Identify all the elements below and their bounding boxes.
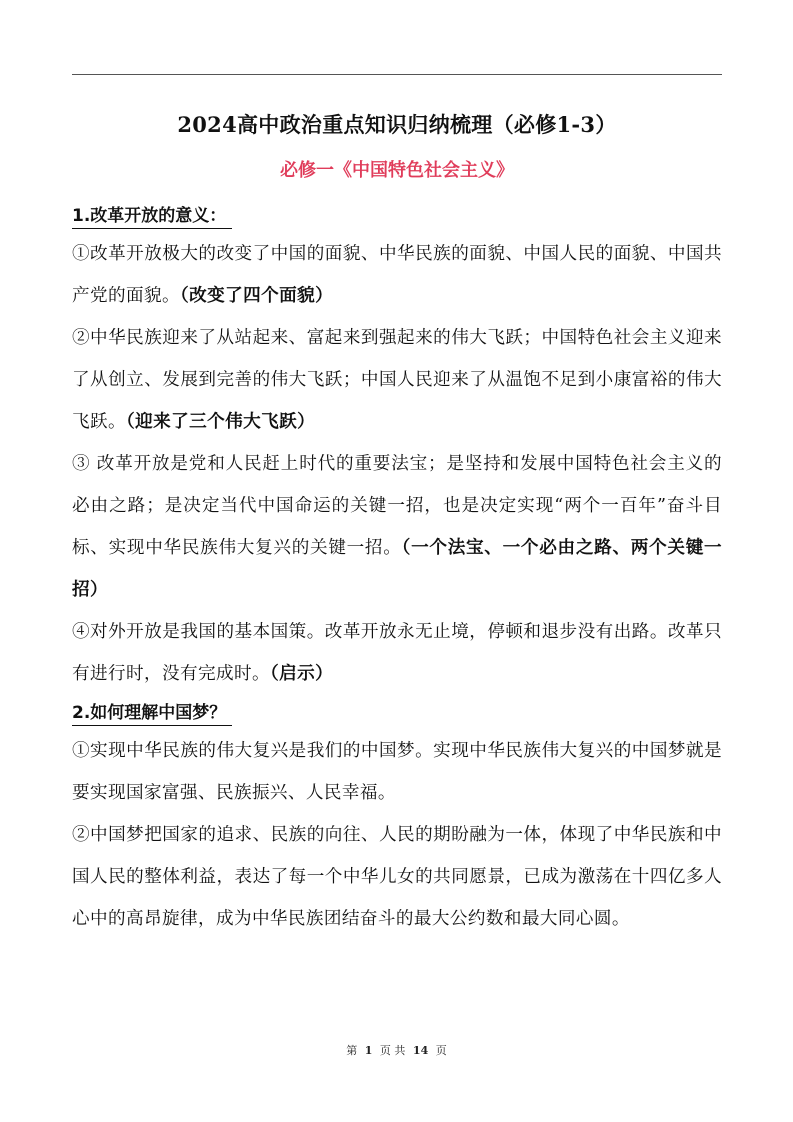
paragraph-text: ②中华民族迎来了从站起来、富起来到强起来的伟大飞跃；中国特色社会主义迎来了从创立、发展到完善的伟大飞跃；中国人民迎来了从温饱不足到小康富裕的伟大飞跃。 bbox=[72, 328, 722, 432]
paragraph-emphasis: （一个法宝、一个必由之路、两个关键一招） bbox=[72, 538, 723, 600]
paragraph bbox=[72, 611, 722, 695]
paragraph bbox=[72, 233, 722, 317]
header-rule bbox=[72, 74, 722, 75]
paragraph bbox=[72, 443, 722, 611]
footer-suffix: 页 bbox=[435, 1044, 447, 1057]
paragraph-text: ④对外开放是我国的基本国策。改革开放永无止境，停顿和退步没有出路。改革只有进行时，没有完成时。 bbox=[72, 622, 722, 684]
section-heading: 1.改革开放的意义： bbox=[72, 204, 232, 229]
paragraph-text: ②中国梦把国家的追求、民族的向往、人民的期盼融为一体，体现了中华民族和中国人民的整体利益，表达了每一个中华儿女的共同愿景，已成为激荡在十四亿多人心中的高昂旋律，成为中华民族团结奋斗的最大公约数和最大同心圆。 bbox=[72, 825, 722, 929]
section-heading: 2.如何理解中国梦？ bbox=[72, 701, 232, 726]
paragraph bbox=[72, 814, 722, 940]
footer-prefix: 第 bbox=[346, 1044, 358, 1057]
section-1 bbox=[72, 198, 722, 695]
document-body bbox=[72, 108, 722, 940]
paragraph bbox=[72, 730, 722, 814]
paragraph-text: ③ 改革开放是党和人民赶上时代的重要法宝；是坚持和发展中国特色社会主义的必由之路；是决定当代中国命运的关键一招，也是决定实现“两个一百年”奋斗目标、实现中华民族伟大复兴的关键一招。 bbox=[72, 454, 722, 558]
footer-page-number: 1 bbox=[364, 1044, 373, 1057]
page-footer bbox=[0, 1042, 793, 1058]
footer-middle: 页 共 bbox=[379, 1044, 406, 1057]
document-title: 2024高中政治重点知识归纳梳理（必修1-3） bbox=[177, 112, 617, 137]
paragraph-emphasis: （迎来了三个伟大飞跃） bbox=[125, 412, 316, 432]
paragraph-emphasis: （启示） bbox=[269, 664, 334, 684]
paragraph-text: ①改革开放极大的改变了中国的面貌、中华民族的面貌、中国人民的面貌、中国共产党的面貌。 bbox=[72, 244, 722, 306]
paragraph bbox=[72, 317, 722, 443]
paragraph-text: ①实现中华民族的伟大复兴是我们的中国梦。实现中华民族伟大复兴的中国梦就是要实现国家富强、民族振兴、人民幸福。 bbox=[72, 741, 722, 803]
paragraph-emphasis: （改变了四个面貌） bbox=[179, 286, 334, 306]
document-subtitle: 必修一《中国特色社会主义》 bbox=[280, 160, 514, 181]
footer-total-pages: 14 bbox=[412, 1044, 429, 1057]
section-2 bbox=[72, 695, 722, 940]
